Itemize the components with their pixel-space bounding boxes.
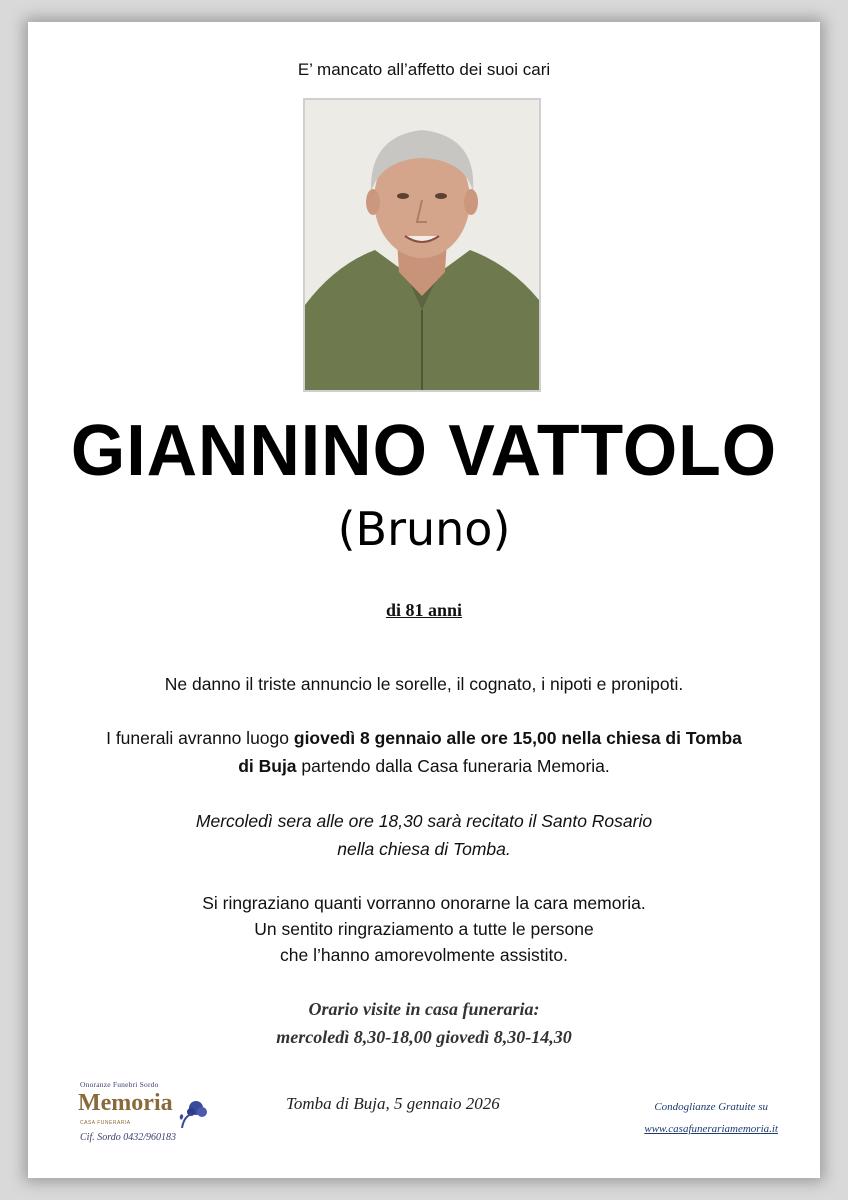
deceased-name: GIANNINO VATTOLO xyxy=(70,411,778,491)
deceased-photo xyxy=(303,98,541,392)
rosary-line-1: Mercoledì sera alle ore 18,30 sarà recitato il Santo Rosario xyxy=(195,811,653,831)
deceased-age: di 81 anni xyxy=(385,600,463,620)
thanks-text xyxy=(28,890,820,968)
obituary-sheet xyxy=(28,22,820,1178)
logo-contact: Cif. Sordo 0432/960183 xyxy=(80,1132,177,1143)
funeral-town: di Buja xyxy=(238,756,297,776)
logo-top-text: Onoranze Funebri Sordo xyxy=(80,1080,159,1089)
funeral-date-place: giovedì 8 gennaio alle ore 15,00 nella chiesa di Tomba xyxy=(293,728,742,748)
thanks-line-1: Si ringraziano quanti vorranno onorarne la cara memoria. xyxy=(202,893,646,913)
condolences-label: Condoglianze Gratuite su xyxy=(654,1101,769,1113)
intro-text: E’ mancato all’affetto dei suoi cari xyxy=(297,60,551,79)
funeral-home-logo xyxy=(76,1080,236,1148)
announcement-text: Ne danno il triste annuncio le sorelle, il cognato, i nipoti e pronipoti. xyxy=(164,674,684,694)
funeral-suffix: partendo dalla Casa funeraria Memoria. xyxy=(296,756,610,776)
funeral-line-2 xyxy=(28,752,820,780)
visit-hours-title: Orario visite in casa funeraria: xyxy=(308,999,540,1019)
condolences-link[interactable]: www.casafunerariamemoria.it xyxy=(644,1123,778,1135)
funeral-line-1 xyxy=(28,724,820,752)
condolences-block xyxy=(644,1097,778,1135)
rosary-line-2: nella chiesa di Tomba. xyxy=(337,839,511,859)
place-date: Tomba di Buja, 5 gennaio 2026 xyxy=(286,1094,500,1113)
logo-subtitle: CASA FUNERARIA xyxy=(80,1120,131,1126)
thanks-line-2: Un sentito ringraziamento a tutte le persone xyxy=(254,919,594,939)
thanks-line-3: che l’hanno amorevolmente assistito. xyxy=(280,945,568,965)
visit-hours xyxy=(28,995,820,1051)
rosary-info xyxy=(28,807,820,863)
funeral-info xyxy=(28,724,820,780)
logo-brand: Memoria xyxy=(78,1090,173,1116)
flower-icon xyxy=(176,1098,210,1130)
deceased-nickname: (Bruno) xyxy=(337,502,511,556)
visit-hours-times: mercoledì 8,30-18,00 giovedì 8,30-14,30 xyxy=(276,1027,572,1047)
funeral-prefix: I funerali avranno luogo xyxy=(106,728,294,748)
